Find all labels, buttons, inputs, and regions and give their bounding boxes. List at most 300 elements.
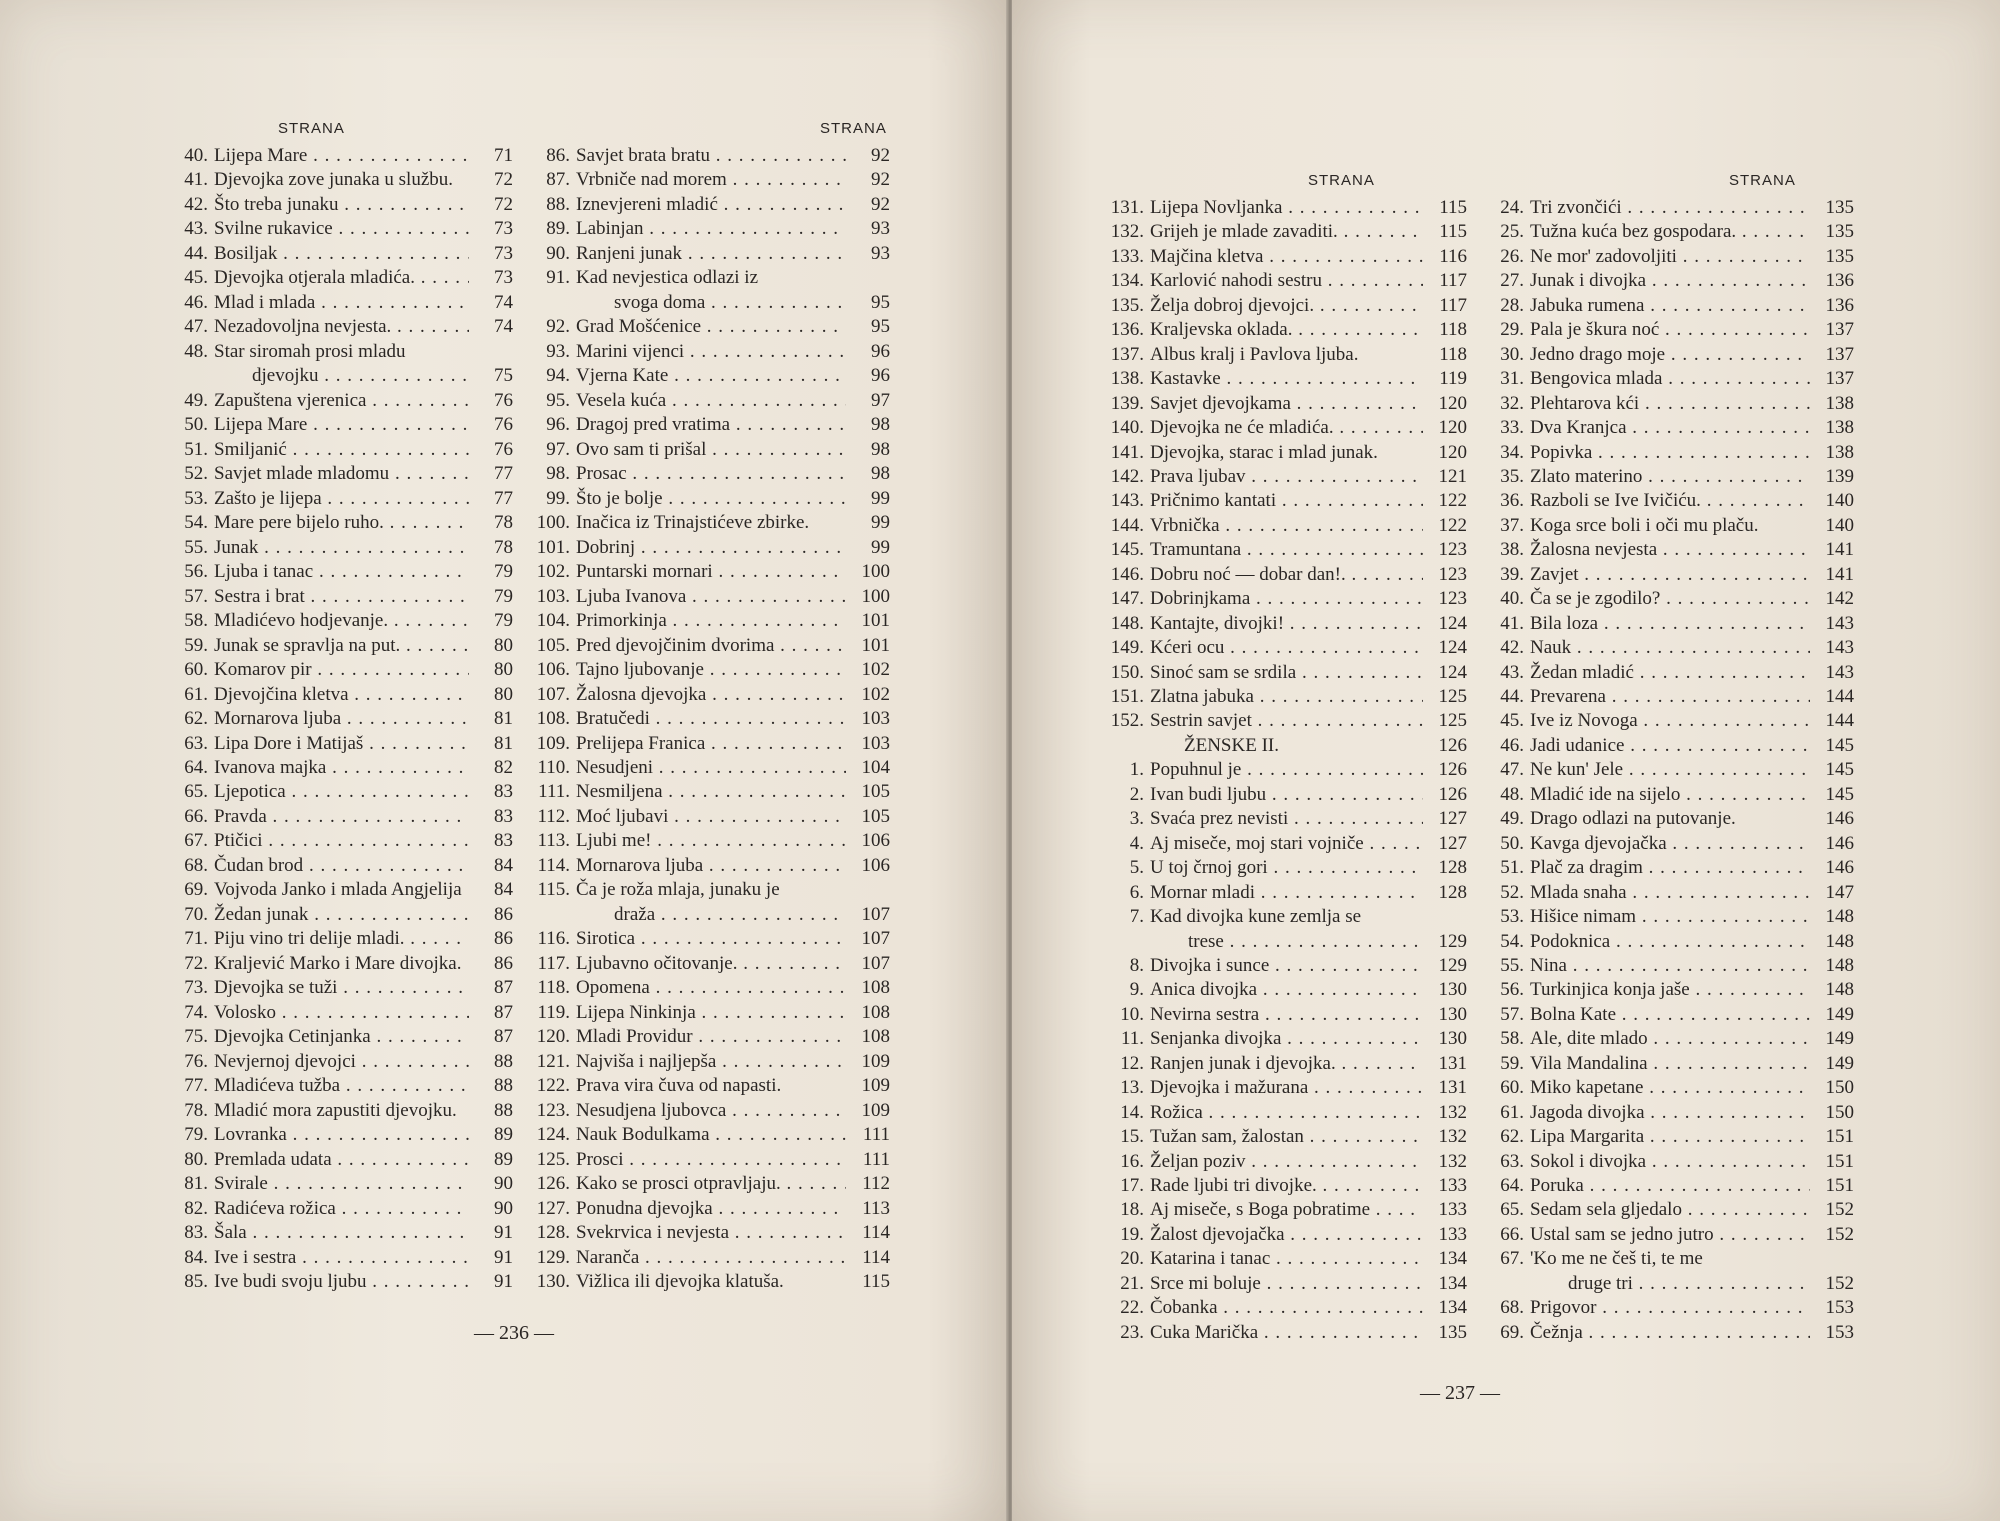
entry-number: 3. [1129,808,1144,830]
entry-page: 144 [1825,686,1854,707]
toc-entry [1484,514,1854,538]
entry-number: 83. [184,1222,208,1244]
entry-title: Prosci . . . [576,1148,846,1172]
entry-title: Ptičici . . . [214,829,469,853]
entry-page: 133 [1438,1175,1467,1196]
entry-title: Čobanka . . . [1150,1296,1423,1320]
entry-title: U toj črnoj gori . . . [1150,856,1423,880]
toc-entry [1104,661,1467,685]
entry-number: 44. [184,242,208,264]
entry-title: Bila loza . . . [1530,612,1810,636]
entry-page: 141 [1825,539,1854,561]
entry-number: 89. [546,218,570,240]
entry-number: 50. [184,414,208,436]
toc-entry [1104,514,1467,538]
entry-number: 8. [1129,954,1144,976]
entry-number: 145. [1110,539,1144,561]
entry-title: Mladićevo hodjevanje. . . . [214,609,469,633]
entry-number: 64. [184,757,208,778]
toc-entry [530,1099,890,1123]
entry-title: svoga doma . . . [614,291,846,315]
toc-entry [1484,881,1854,905]
toc-entry [530,658,890,682]
entry-title: Junak i divojka . . . [1530,269,1810,293]
page-number: — 237 — [1420,1382,1500,1404]
toc-entry [1104,220,1467,244]
entry-title: Žalosna djevojka . . . [576,683,846,707]
entry-page: 122 [1438,514,1467,536]
entry-number: 80. [184,1148,208,1170]
entry-title: Zašto je lijepa . . . [214,487,469,511]
entry-page: 117 [1439,294,1467,316]
entry-number: 121. [536,1050,570,1072]
entry-page: 120 [1438,417,1467,439]
entry-number: 128. [536,1222,570,1244]
entry-title: Djevojka se tuži . . . [214,976,469,1000]
entry-title: Bolna Kate . . . [1530,1003,1810,1027]
entry-number: 43. [184,218,208,240]
toc-entry [530,1050,890,1074]
entry-number: 13. [1120,1077,1144,1099]
entry-title: Razboli se Ive Ivičiću. . . . [1530,489,1810,513]
entry-page: 73 [494,218,513,240]
toc-entry [530,217,890,241]
entry-title: Kraljevska oklada. . . . [1150,318,1423,342]
entry-title: Sestrin savjet . . . [1150,709,1423,733]
entry-number: 47. [184,316,208,338]
entry-number: 141. [1110,441,1144,463]
entry-page: 76 [494,389,513,411]
entry-number: 49. [1500,808,1524,830]
entry-number: 7. [1129,906,1144,928]
entry-page: 97 [871,389,890,411]
toc-entry [1484,1321,1854,1345]
entry-title: Moć ljubavi . . . [576,805,846,829]
entry-page: 130 [1438,979,1467,1001]
entry-number: 129. [536,1246,570,1268]
toc-entry [168,511,513,535]
entry-title: Podoknica . . . [1530,930,1810,954]
toc-entry [168,266,513,290]
toc-entry [1484,612,1854,636]
entry-number: 42. [1500,637,1524,659]
entry-title: draža . . . [614,903,846,927]
entry-page: 109 [861,1099,890,1121]
entry-number: 150. [1110,661,1144,683]
entry-page: 118 [1439,343,1467,365]
entry-number: 53. [184,487,208,509]
toc-entry [1484,1150,1854,1174]
toc-entry [168,683,513,707]
entry-title: Prevarena . . . [1530,685,1810,709]
entry-title: Mornarova ljuba . . . [214,707,469,731]
entry-number: 125. [536,1148,570,1170]
entry-page: 90 [494,1173,513,1195]
toc-entry [1104,1076,1467,1100]
toc-entry [1104,930,1467,954]
entry-title: Mornarova ljuba . . . [576,854,846,878]
entry-page: 82 [494,757,513,778]
entry-title: Što je bolje . . . [576,487,846,511]
entry-title: Najviša i najljepša . . . [576,1050,846,1074]
entry-title: Popivka . . . [1530,441,1810,465]
entry-title: Mlada snaha . . . [1530,881,1810,905]
entry-number: 65. [1500,1199,1524,1221]
entry-number: 140. [1110,417,1144,439]
entry-title: Kćeri ocu . . . [1150,636,1423,660]
toc-entry [530,291,890,315]
entry-title: Kraljević Marko i Mare divojka. [214,952,462,974]
entry-title: Željan poziv . . . [1150,1150,1423,1174]
entry-title: Žedan mladić . . . [1530,661,1810,685]
toc-entry [1484,416,1854,440]
entry-number: 50. [1500,832,1524,854]
entry-title: Zlato materino . . . [1530,465,1810,489]
entry-page: 87 [494,977,513,999]
entry-number: 100. [536,512,570,534]
toc-entry [530,340,890,364]
entry-number: 61. [1500,1101,1524,1123]
entry-title: Junak se spravlja na put. . . . [214,634,469,658]
entry-number: 45. [184,267,208,289]
toc-entry [168,1270,513,1294]
entry-page: 113 [862,1197,890,1219]
entry-page: 106 [861,854,890,876]
entry-page: 114 [862,1222,890,1244]
entry-number: 43. [1500,661,1524,683]
entry-number: 110. [537,757,570,778]
entry-number: 60. [1500,1077,1524,1099]
entry-title: Lijepa Mare . . . [214,413,469,437]
entry-title: Prelijepa Franica . . . [576,732,846,756]
entry-title: Djevojka ne će mladića. . . . [1150,416,1423,440]
entry-title: Piju vino tri delije mladi. . . . [214,927,469,951]
entry-title: Jagoda divojka . . . [1530,1101,1810,1125]
entry-number: 51. [1500,857,1524,879]
toc-entry [168,217,513,241]
entry-number: 123. [536,1099,570,1121]
entry-number: 54. [1500,930,1524,952]
entry-title: Vrbnička . . . [1150,514,1423,538]
entry-title: Ranjeni junak . . . [576,242,846,266]
entry-number: 4. [1129,832,1144,854]
entry-title: Senjanka divojka . . . [1150,1027,1423,1051]
entry-number: 33. [1500,417,1524,439]
entry-page: 83 [494,805,513,827]
toc-entry [1484,245,1854,269]
entry-page: 147 [1825,881,1854,903]
entry-title: Dobru noć — dobar dan!. . . . [1150,563,1423,587]
entry-page: 74 [494,291,513,313]
entry-page: 131 [1438,1052,1467,1074]
entry-number: 98. [546,463,570,485]
entry-title: Karlović nahodi sestru . . . [1150,269,1423,293]
toc-entry [168,1148,513,1172]
entry-page: 93 [871,242,890,264]
strana-header: STRANA [820,120,887,137]
entry-page: 84 [494,854,513,876]
toc-entry [1484,1076,1854,1100]
entry-title: Sinoć sam se srdila . . . [1150,661,1423,685]
entry-number: 30. [1500,343,1524,365]
entry-page: 123 [1438,563,1467,585]
entry-title: Marini vijenci . . . [576,340,846,364]
entry-title: Jabuka rumena . . . [1530,294,1810,318]
entry-number: 133. [1110,245,1144,267]
entry-title: Lijepa Novljanka . . . [1150,196,1423,220]
toc-entry [530,560,890,584]
entry-page: 146 [1825,808,1854,830]
entry-page: 143 [1825,637,1854,659]
entry-title: Tri zvončići . . . [1530,196,1810,220]
entry-number: 118. [537,977,570,999]
entry-page: 138 [1825,417,1854,439]
entry-number: 69. [184,879,208,901]
entry-number: 149. [1110,637,1144,659]
toc-entry [168,829,513,853]
entry-number: 142. [1110,465,1144,487]
toc-entry [168,364,513,388]
entry-title: Djevojka Cetinjanka . . . [214,1025,469,1049]
entry-page: 152 [1825,1199,1854,1221]
entry-title: Nezadovoljna nevjesta. . . . [214,315,469,339]
entry-page: 96 [871,340,890,362]
entry-title: Žalost djevojačka . . . [1150,1223,1423,1247]
entry-page: 149 [1825,1028,1854,1050]
entry-page: 74 [494,316,513,338]
entry-number: 147. [1110,588,1144,610]
entry-number: 59. [1500,1052,1524,1074]
entry-page: 93 [871,218,890,240]
toc-entry [1104,832,1467,856]
entry-page: 143 [1825,612,1854,634]
toc-entry [1104,1247,1467,1271]
entry-page: 111 [862,1124,890,1146]
entry-title: Tajno ljubovanje . . . [576,658,846,682]
toc-entry [1104,343,1467,367]
toc-entry [530,193,890,217]
entry-page: 105 [861,781,890,803]
entry-title: Cuka Marička . . . [1150,1321,1423,1345]
entry-page: 145 [1825,759,1854,781]
entry-page: 98 [871,438,890,460]
entry-number: 46. [1500,734,1524,756]
entry-number: 29. [1500,319,1524,341]
entry-title: Mlad i mlada . . . [214,291,469,315]
entry-number: 45. [1500,710,1524,732]
toc-entry [1484,1125,1854,1149]
entry-title: Vižlica ili djevojka klatuša. [576,1271,784,1293]
entry-number: 11. [1120,1028,1144,1050]
toc-entry [1484,269,1854,293]
entry-page: 122 [1438,490,1467,512]
entry-number: 105. [536,634,570,656]
entry-number: 52. [184,463,208,485]
toc-entry [530,1074,890,1098]
toc-entry [168,193,513,217]
entry-page: 118 [1439,319,1467,341]
entry-title: Junak . . . [214,536,469,560]
entry-number: 126. [536,1173,570,1195]
entry-number: 72. [184,952,208,974]
toc-entry [1484,1101,1854,1125]
entry-title: Kastavke . . . [1150,367,1423,391]
toc-entry [168,927,513,951]
entry-page: 138 [1825,392,1854,414]
entry-title: Lovranka . . . [214,1123,469,1147]
toc-entry [530,732,890,756]
entry-number: 78. [184,1099,208,1121]
entry-page: 86 [494,952,513,974]
toc-entry [1104,612,1467,636]
toc-entry [530,1270,890,1294]
entry-title: Nauk . . . [1530,636,1810,660]
entry-number: 61. [184,683,208,705]
entry-number: 151. [1110,686,1144,707]
toc-entry [530,634,890,658]
entry-title: Kad nevjestica odlazi iz [576,267,759,289]
entry-title: Pričnimo kantati . . . [1150,489,1423,513]
toc-entry [168,903,513,927]
toc-entry [168,487,513,511]
entry-number: 62. [184,708,208,730]
entry-title: Aj miseče, moj stari vojniče . . . [1150,832,1423,856]
entry-page: 115 [1439,221,1467,243]
toc-entry [168,560,513,584]
entry-page: 128 [1438,857,1467,879]
entry-page: 98 [871,463,890,485]
entry-number: 41. [184,169,208,191]
toc-entry [1484,905,1854,929]
entry-title: Ivanova majka . . . [214,756,469,780]
entry-page: 108 [861,977,890,999]
toc-entry [1104,1150,1467,1174]
entry-number: 86. [546,145,570,166]
entry-title: Savjet mlade mladomu . . . [214,462,469,486]
toc-entry [530,707,890,731]
toc-entry [1484,441,1854,465]
toc-entry [1104,954,1467,978]
entry-page: 120 [1438,441,1467,463]
toc-entry [1104,245,1467,269]
entry-title: Šala . . . [214,1221,469,1245]
entry-number: 67. [1500,1248,1524,1270]
entry-number: 12. [1120,1052,1144,1074]
toc-entry [1484,954,1854,978]
entry-title: Ustal sam se jedno jutro . . . [1530,1223,1810,1247]
entry-number: 137. [1110,343,1144,365]
entry-page: 134 [1438,1272,1467,1294]
entry-number: 22. [1120,1297,1144,1319]
toc-entry [168,1123,513,1147]
entry-page: 81 [494,732,513,754]
entry-number: 60. [184,659,208,681]
entry-title: Divojka i sunce . . . [1150,954,1423,978]
entry-title: Star siromah prosi mladu [214,340,406,362]
toc-entry [168,315,513,339]
entry-number: 48. [1500,783,1524,805]
entry-page: 101 [861,634,890,656]
entry-title: Lipa Margarita . . . [1530,1125,1810,1149]
toc-entry [1484,196,1854,220]
entry-number: 57. [184,585,208,607]
entry-page: 73 [494,267,513,289]
toc-entry [1484,734,1854,758]
entry-page: 123 [1438,539,1467,561]
toc-entry [168,952,513,976]
entry-title: Nina . . . [1530,954,1810,978]
entry-number: 63. [184,732,208,754]
entry-title: Bosiljak . . . [214,242,469,266]
entry-page: 132 [1438,1150,1467,1172]
toc-entry [530,242,890,266]
entry-number: 91. [546,267,570,289]
toc-entry [1484,318,1854,342]
entry-title: Ča se je zgodilo? . . . [1530,587,1810,611]
toc-entry [1104,1003,1467,1027]
entry-number: 2. [1129,783,1144,805]
entry-title: Ne kun' Jele . . . [1530,758,1810,782]
entry-page: 141 [1825,563,1854,585]
entry-page: 80 [494,634,513,656]
entry-page: 107 [861,903,890,925]
entry-title: Nesudjeni . . . [576,756,846,780]
entry-page: 111 [862,1148,890,1170]
entry-number: 19. [1120,1223,1144,1245]
entry-page: 78 [494,512,513,534]
entry-number: 6. [1129,881,1144,903]
toc-entry [1484,636,1854,660]
entry-number: 1. [1129,759,1144,781]
entry-number: 24. [1500,197,1524,218]
entry-title: Svilne rukavice . . . [214,217,469,241]
strana-header: STRANA [1308,172,1375,189]
toc-entry [168,732,513,756]
entry-title: Ne mor' zadovoljiti . . . [1530,245,1810,269]
section-heading: ŽENSKE II. [1184,734,1279,756]
entry-page: 152 [1825,1223,1854,1245]
toc-entry [1104,269,1467,293]
toc-entry [1104,1296,1467,1320]
toc-entry [530,854,890,878]
entry-page: 149 [1825,1003,1854,1025]
entry-title: Ljubavno očitovanje. . . . [576,952,846,976]
entry-title: Ivan budi ljubu . . . [1150,783,1423,807]
toc-entry [1484,367,1854,391]
entry-number: 44. [1500,686,1524,707]
entry-number: 54. [184,512,208,534]
entry-number: 102. [536,561,570,583]
entry-number: 106. [536,659,570,681]
toc-entry [530,144,890,168]
entry-title: Nesmiljena . . . [576,780,846,804]
toc-entry [1104,563,1467,587]
entry-page: 148 [1825,906,1854,928]
entry-title: Ale, dite mlado . . . [1530,1027,1810,1051]
entry-page: 72 [494,193,513,215]
entry-page: 137 [1825,319,1854,341]
toc-entry [1484,465,1854,489]
entry-page: 77 [494,463,513,485]
entry-number: 116. [537,928,570,950]
entry-title: Kantajte, divojki! . . . [1150,612,1423,636]
entry-number: 124. [536,1124,570,1146]
entry-page: 130 [1438,1003,1467,1025]
entry-page: 86 [494,903,513,925]
toc-entry [1104,538,1467,562]
entry-page: 126 [1438,734,1467,756]
toc-entry [1484,489,1854,513]
